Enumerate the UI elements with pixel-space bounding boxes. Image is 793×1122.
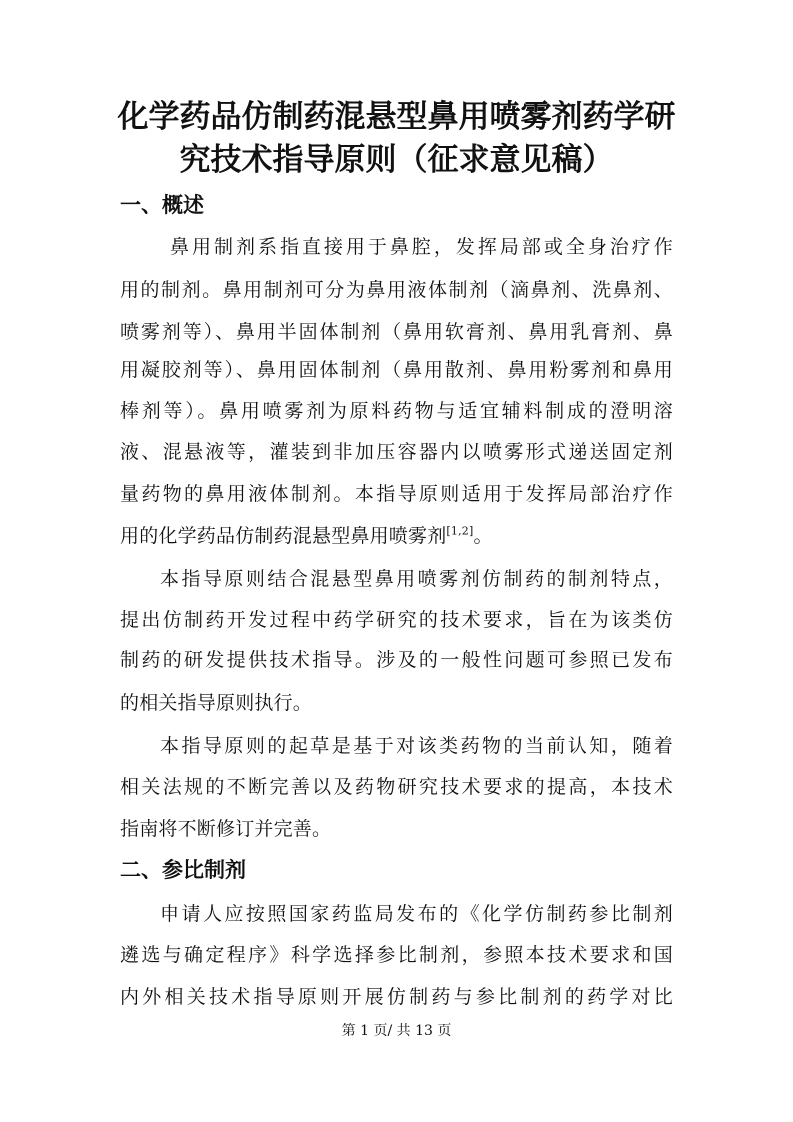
paragraph-line: 喷雾剂等）、鼻用半固体制剂（鼻用软膏剂、鼻用乳膏剂、鼻: [120, 321, 673, 343]
paragraph-line: 遴选与确定程序》科学选择参比制剂，参照本技术要求和国: [120, 944, 673, 966]
paragraph-line: 量药物的鼻用液体制剂。本指导原则适用于发挥局部治疗作: [120, 483, 673, 505]
document-title-line-2: 究技术指导原则（征求意见稿）: [179, 142, 614, 178]
paragraph-line-end: 。: [473, 525, 493, 547]
paragraph-line: 提出仿制药开发过程中药学研究的技术要求，旨在为该类仿: [120, 609, 673, 631]
paragraph-line: [120, 521, 673, 551]
paragraph-line: 的相关指导原则执行。: [120, 692, 313, 714]
document-title-line-1: 化学药品仿制药混悬型鼻用喷雾剂药学研: [117, 99, 676, 135]
paragraph-line-text: 用的化学药品仿制药混悬型鼻用喷雾剂: [120, 525, 447, 547]
citation-reference: [1,2]: [446, 524, 474, 538]
paragraph-line: 本指导原则的起草是基于对该类药物的当前认知，随着: [160, 735, 673, 757]
paragraph-line: 液、混悬液等，灌装到非加压容器内以喷雾形式递送固定剂: [120, 441, 673, 463]
paragraph-line: 本指导原则结合混悬型鼻用喷雾剂仿制药的制剂特点，: [160, 568, 673, 590]
section-heading-reference-product: 二、参比制剂: [120, 858, 246, 882]
paragraph-line: 制药的研发提供技术指导。涉及的一般性问题可参照已发布: [120, 649, 673, 671]
page-number-footer: 第 1 页/ 共 13 页: [341, 1023, 452, 1039]
paragraph-line: 用的制剂。鼻用制剂可分为鼻用液体制剂（滴鼻剂、洗鼻剂、: [120, 279, 673, 301]
section-heading-overview: 一、概述: [120, 193, 204, 217]
paragraph-line: 相关法规的不断完善以及药物研究技术要求的提高，本技术: [120, 776, 673, 798]
paragraph-line: 棒剂等）。鼻用喷雾剂为原料药物与适宜辅料制成的澄明溶: [120, 400, 673, 422]
paragraph-line: 鼻用制剂系指直接用于鼻腔，发挥局部或全身治疗作: [170, 236, 673, 258]
paragraph-line: 指南将不断修订并完善。: [120, 818, 332, 840]
paragraph-line: 内外相关技术指导原则开展仿制药与参比制剂的药学对比: [120, 986, 673, 1008]
paragraph-line: 申请人应按照国家药监局发布的《化学仿制药参比制剂: [160, 903, 673, 925]
paragraph-line: 用凝胶剂等）、鼻用固体制剂（鼻用散剂、鼻用粉雾剂和鼻用: [120, 359, 673, 381]
